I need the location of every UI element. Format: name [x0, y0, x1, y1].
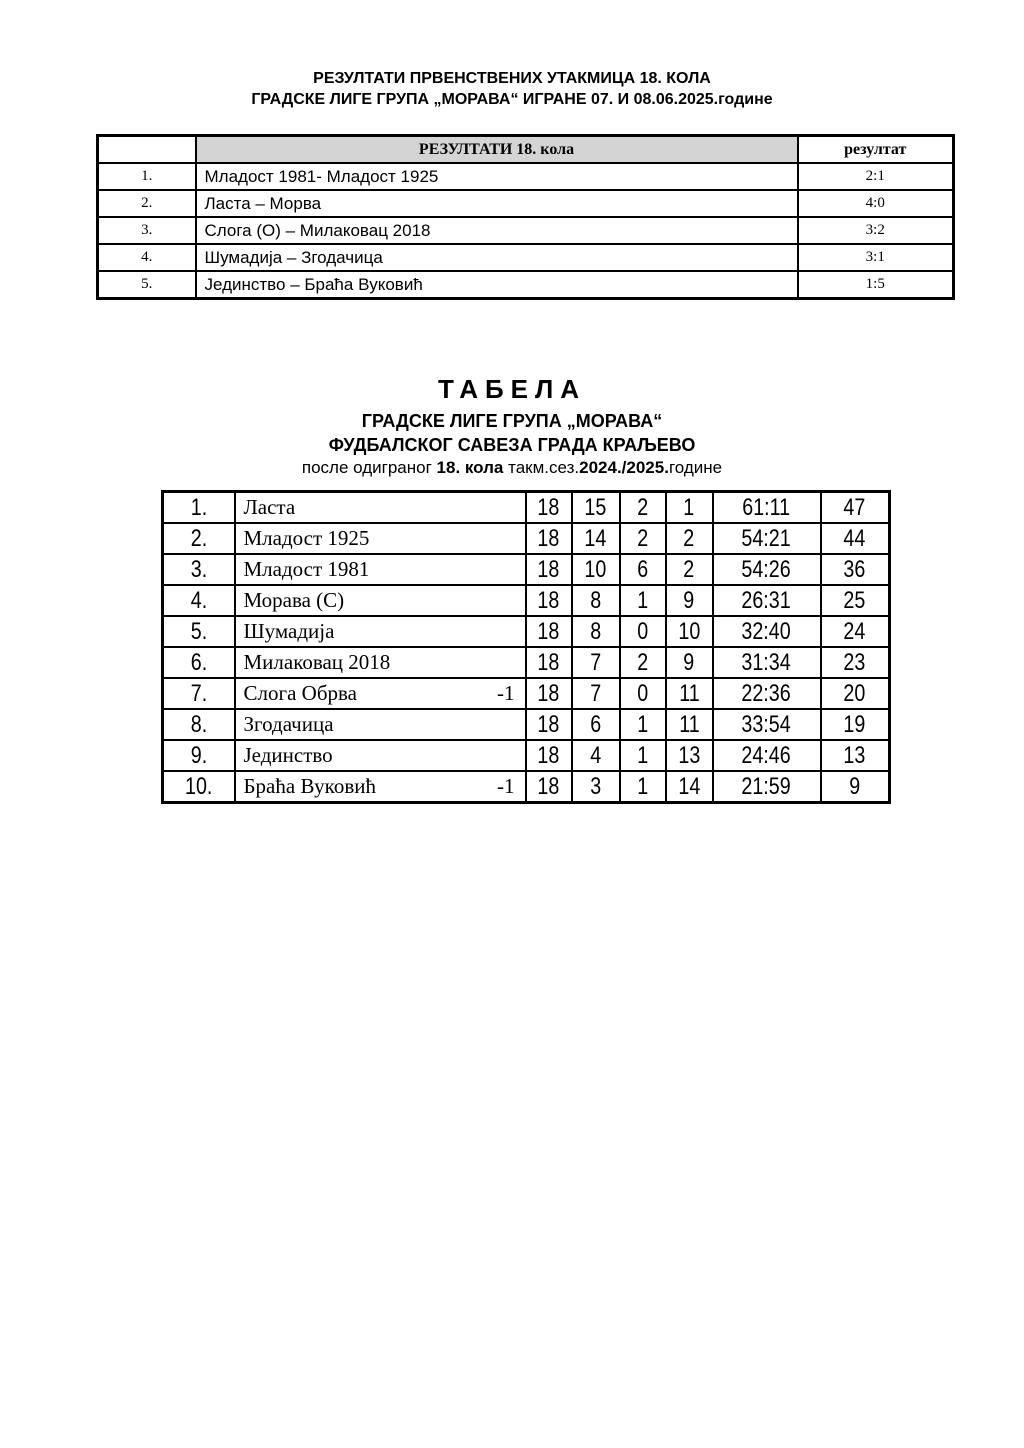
standings-played-value: 18: [537, 741, 560, 769]
results-row-num: 1.: [98, 163, 196, 190]
team-name: Јединство: [243, 743, 333, 767]
standings-lost: [666, 523, 713, 554]
team-name: Милаковац 2018: [243, 650, 391, 674]
standings-points: [821, 771, 890, 803]
standings-won-value: 10: [584, 555, 607, 583]
standings-goals: [713, 709, 821, 740]
standings-team: [235, 647, 526, 678]
standings-position: [163, 554, 235, 585]
standings-row: [163, 709, 890, 740]
standings-played-value: 18: [537, 679, 560, 707]
round-text-d: 2024./2025.: [579, 458, 669, 477]
standings-won-value: 8: [590, 617, 601, 645]
standings-team: [235, 585, 526, 616]
standings-points: [821, 616, 890, 647]
team-name: Ласта: [243, 495, 296, 519]
standings-goals: [713, 647, 821, 678]
standings-played-value: 18: [537, 555, 560, 583]
standings-played-value: 18: [537, 524, 560, 552]
standings-goals: [713, 554, 821, 585]
team-name: Браћа Вуковић: [243, 774, 376, 798]
standings-drawn-value: 2: [637, 648, 648, 676]
standings-points: [821, 523, 890, 554]
standings-subtitle-round: [0, 458, 1024, 478]
round-text-a: после одиграног: [301, 458, 437, 477]
standings-played: [526, 771, 572, 803]
standings-points-value: 25: [843, 586, 866, 614]
standings-position-value: 9.: [190, 741, 207, 769]
standings-points: [821, 554, 890, 585]
standings-position: [163, 647, 235, 678]
standings-goals: [713, 678, 821, 709]
document-heading-line1: РЕЗУЛТАТИ ПРВЕНСТВЕНИХ УТАКМИЦА 18. КОЛА: [313, 70, 711, 87]
results-row-match: Јединство – Браћа Вуковић: [196, 271, 798, 299]
standings-lost-value: 9: [683, 586, 695, 614]
standings-lost: [666, 709, 713, 740]
team-penalty: -1: [497, 774, 515, 798]
results-table-body: [98, 136, 954, 299]
standings-won: [572, 585, 620, 616]
standings-position: [163, 585, 235, 616]
standings-drawn-value: 0: [637, 617, 648, 645]
team-name: Младост 1925: [243, 526, 370, 550]
standings-played-value: 18: [537, 772, 560, 800]
standings-drawn-value: 2: [637, 493, 648, 521]
standings-position-value: 8.: [190, 710, 207, 738]
standings-row: [163, 678, 890, 709]
standings-played-value: 18: [537, 617, 560, 645]
standings-lost: [666, 771, 713, 803]
standings-position-value: 4.: [190, 586, 207, 614]
standings-team: [235, 554, 526, 585]
standings-won: [572, 740, 620, 771]
standings-drawn: [620, 523, 666, 554]
standings-drawn: [620, 616, 666, 647]
standings-won-value: 8: [590, 586, 601, 614]
standings-goals-value: 54:26: [741, 555, 792, 583]
standings-played: [526, 492, 572, 524]
standings-points-value: 36: [843, 555, 866, 583]
results-header-row: [98, 136, 954, 164]
round-text-b: 18. кола: [436, 458, 504, 477]
standings-played: [526, 709, 572, 740]
standings-position-value: 3.: [190, 555, 207, 583]
standings-lost-value: 1: [683, 493, 695, 521]
standings-points: [821, 740, 890, 771]
team-name: Згодачица: [243, 712, 334, 736]
results-row-num: 5.: [98, 271, 196, 299]
standings-goals-value: 54:21: [741, 524, 792, 552]
standings-points-value: 20: [843, 679, 866, 707]
standings-title: ТАБЕЛА: [437, 374, 587, 404]
standings-row: [163, 523, 890, 554]
results-row-match: Ласта – Морва: [196, 190, 798, 217]
standings-drawn: [620, 492, 666, 524]
standings-points-value: 19: [843, 710, 866, 738]
standings-table: [161, 490, 891, 804]
standings-points: [821, 492, 890, 524]
results-row-score: 1:5: [798, 271, 954, 299]
standings-drawn-value: 1: [637, 710, 648, 738]
standings-position: [163, 523, 235, 554]
standings-points-value: 9: [849, 772, 861, 800]
standings-lost: [666, 554, 713, 585]
standings-won-value: 14: [584, 524, 607, 552]
standings-row: [163, 740, 890, 771]
standings-points: [821, 585, 890, 616]
results-row-num: 3.: [98, 217, 196, 244]
standings-row: [163, 585, 890, 616]
standings-points-value: 23: [843, 648, 866, 676]
standings-position-value: 7.: [190, 679, 207, 707]
standings-team: [235, 492, 526, 524]
standings-drawn: [620, 709, 666, 740]
standings-row: [163, 616, 890, 647]
results-row: [98, 163, 954, 190]
standings-drawn: [620, 554, 666, 585]
standings-team: [235, 616, 526, 647]
standings-position-value: 1.: [190, 493, 207, 521]
standings-position-value: 10.: [185, 772, 213, 800]
standings-lost-value: 9: [683, 648, 695, 676]
standings-won: [572, 647, 620, 678]
standings-points: [821, 678, 890, 709]
team-penalty: -1: [497, 681, 515, 705]
standings-goals-value: 32:40: [741, 617, 792, 645]
standings-won: [572, 523, 620, 554]
standings-position-value: 5.: [190, 617, 207, 645]
standings-drawn-value: 1: [637, 741, 648, 769]
standings-position: [163, 492, 235, 524]
standings-position: [163, 740, 235, 771]
standings-played-value: 18: [537, 648, 560, 676]
results-row-num: 4.: [98, 244, 196, 271]
standings-drawn: [620, 585, 666, 616]
standings-goals-value: 21:59: [741, 772, 792, 800]
standings-goals: [713, 771, 821, 803]
standings-points-value: 44: [843, 524, 866, 552]
results-row: [98, 190, 954, 217]
standings-lost: [666, 740, 713, 771]
document-heading-line2: ГРАДСКЕ ЛИГЕ ГРУПА „МОРАВА“ ИГРАНЕ 07. И 08.06.2025.године: [251, 91, 773, 108]
standings-lost-value: 10: [678, 617, 700, 645]
standings-team: [235, 523, 526, 554]
round-text-c: такм.сез.: [503, 458, 580, 477]
standings-goals: [713, 585, 821, 616]
standings-lost-value: 2: [683, 555, 695, 583]
results-header-num: [98, 136, 196, 164]
standings-played-value: 18: [537, 586, 560, 614]
standings-drawn-value: 2: [637, 524, 648, 552]
standings-team: [235, 740, 526, 771]
standings-drawn: [620, 740, 666, 771]
results-row-num: 2.: [98, 190, 196, 217]
standings-table-body: [163, 492, 890, 803]
standings-drawn: [620, 771, 666, 803]
standings-played: [526, 740, 572, 771]
standings-team: [235, 678, 526, 709]
standings-played: [526, 616, 572, 647]
standings-goals: [713, 616, 821, 647]
standings-subtitle-league: ГРАДСКЕ ЛИГЕ ГРУПА „МОРАВА“: [361, 411, 663, 431]
results-row: [98, 244, 954, 271]
standings-points: [821, 647, 890, 678]
standings-drawn-value: 0: [637, 679, 648, 707]
standings-won: [572, 678, 620, 709]
standings-played: [526, 585, 572, 616]
standings-row: [163, 492, 890, 524]
standings-points: [821, 709, 890, 740]
team-name: Младост 1981: [243, 557, 370, 581]
results-row-score: 3:1: [798, 244, 954, 271]
standings-lost: [666, 585, 713, 616]
standings-points-value: 24: [843, 617, 866, 645]
standings-won-value: 15: [584, 493, 607, 521]
standings-points-value: 13: [843, 741, 866, 769]
results-header-label: РЕЗУЛТАТИ 18. кола: [196, 136, 798, 164]
standings-goals-value: 26:31: [741, 586, 792, 614]
standings-goals-value: 33:54: [741, 710, 792, 738]
standings-position-value: 2.: [190, 524, 207, 552]
standings-lost: [666, 616, 713, 647]
standings-goals: [713, 740, 821, 771]
standings-lost: [666, 678, 713, 709]
team-name: Морава (С): [243, 588, 345, 612]
standings-won: [572, 492, 620, 524]
standings-position: [163, 709, 235, 740]
round-text-e: године: [668, 458, 723, 477]
standings-goals-value: 24:46: [741, 741, 792, 769]
results-row-match: Шумадија – Згодачица: [196, 244, 798, 271]
standings-won-value: 4: [590, 741, 601, 769]
standings-goals: [713, 492, 821, 524]
standings-drawn: [620, 647, 666, 678]
standings-drawn-value: 1: [637, 586, 648, 614]
standings-drawn-value: 6: [637, 555, 648, 583]
standings-goals: [713, 523, 821, 554]
standings-row: [163, 771, 890, 803]
results-row-score: 2:1: [798, 163, 954, 190]
results-row-match: Слога (О) – Милаковац 2018: [196, 217, 798, 244]
standings-lost-value: 11: [678, 710, 700, 738]
standings-won: [572, 771, 620, 803]
standings-position: [163, 771, 235, 803]
standings-team: [235, 771, 526, 803]
standings-lost: [666, 647, 713, 678]
standings-lost: [666, 492, 713, 524]
standings-goals-value: 31:34: [741, 648, 792, 676]
team-name: Шумадија: [243, 619, 335, 643]
results-row: [98, 271, 954, 299]
standings-points-value: 47: [843, 493, 866, 521]
standings-lost-value: 13: [678, 741, 700, 769]
standings-lost-value: 11: [678, 679, 700, 707]
standings-row: [163, 647, 890, 678]
standings-won-value: 7: [590, 648, 601, 676]
standings-won: [572, 709, 620, 740]
standings-played-value: 18: [537, 710, 560, 738]
standings-subtitle-federation: ФУДБАЛСКОГ САВЕЗА ГРАДА КРАЉЕВО: [328, 435, 696, 455]
results-header-score: резултат: [798, 136, 954, 164]
standings-goals-value: 61:11: [742, 493, 791, 521]
standings-played: [526, 647, 572, 678]
standings-played: [526, 554, 572, 585]
standings-position: [163, 616, 235, 647]
team-name: Слога Обрва: [243, 681, 357, 705]
results-row-score: 4:0: [798, 190, 954, 217]
standings-team: [235, 709, 526, 740]
standings-lost-value: 14: [678, 772, 700, 800]
standings-played: [526, 678, 572, 709]
results-row-score: 3:2: [798, 217, 954, 244]
standings-drawn-value: 1: [637, 772, 648, 800]
standings-won-value: 3: [590, 772, 601, 800]
results-table: [96, 134, 955, 300]
results-row-match: Младост 1981- Младост 1925: [196, 163, 798, 190]
standings-won-value: 7: [590, 679, 601, 707]
standings-played: [526, 523, 572, 554]
standings-won: [572, 554, 620, 585]
standings-position: [163, 678, 235, 709]
standings-position-value: 6.: [190, 648, 207, 676]
standings-drawn: [620, 678, 666, 709]
standings-goals-value: 22:36: [741, 679, 792, 707]
standings-row: [163, 554, 890, 585]
standings-lost-value: 2: [683, 524, 695, 552]
standings-won-value: 6: [590, 710, 601, 738]
standings-won: [572, 616, 620, 647]
results-row: [98, 217, 954, 244]
standings-played-value: 18: [537, 493, 560, 521]
